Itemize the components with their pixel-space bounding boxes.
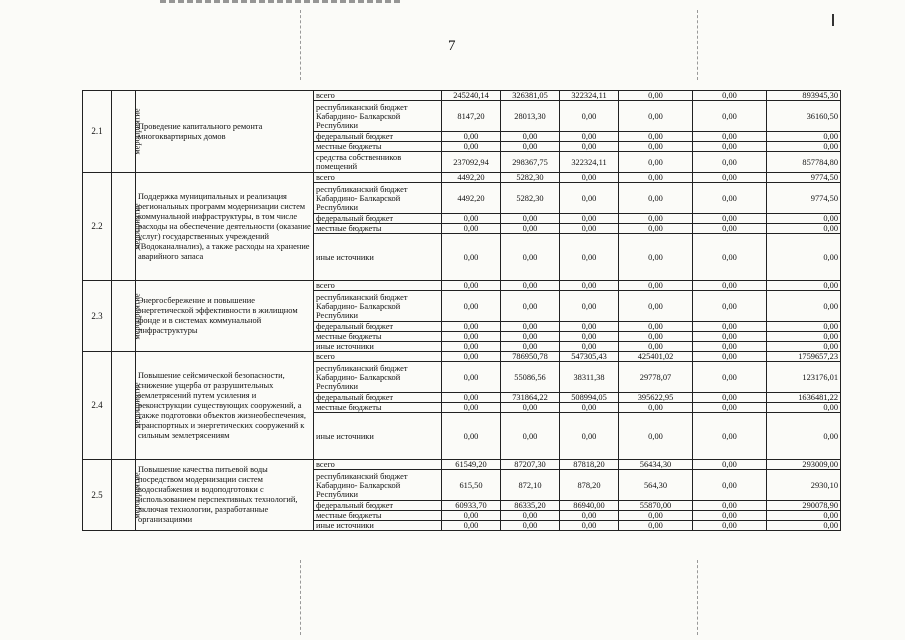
year-value: 0,00 bbox=[442, 403, 501, 413]
year-value: 86335,20 bbox=[501, 501, 560, 511]
year-value: 0,00 bbox=[693, 393, 767, 403]
year-value: 0,00 bbox=[560, 224, 619, 234]
year-value: 0,00 bbox=[693, 91, 767, 101]
year-value: 395622,95 bbox=[619, 393, 693, 403]
year-value: 786950,78 bbox=[501, 352, 560, 362]
item-description: Повышение качества питьевой воды посредством модернизации систем водоснабжения и водоподготовки с использованием перспективных технологий, включая технологии, разработанные организациями bbox=[136, 460, 314, 531]
funding-source: всего bbox=[314, 173, 442, 183]
year-value: 0,00 bbox=[442, 511, 501, 521]
year-value: 4492,20 bbox=[442, 183, 501, 214]
funding-source: республиканский бюджет Кабардино- Балкарской Республики bbox=[314, 470, 442, 501]
funding-source: республиканский бюджет Кабардино- Балкарской Республики bbox=[314, 362, 442, 393]
total-value: 293009,00 bbox=[767, 460, 841, 470]
year-value: 0,00 bbox=[619, 142, 693, 152]
funding-source: всего bbox=[314, 460, 442, 470]
year-value: 0,00 bbox=[501, 214, 560, 224]
item-kind-label: мероприятие bbox=[132, 203, 142, 250]
funding-source: местные бюджеты bbox=[314, 511, 442, 521]
year-value: 0,00 bbox=[442, 214, 501, 224]
year-value: 55086,56 bbox=[501, 362, 560, 393]
year-value: 0,00 bbox=[693, 501, 767, 511]
year-value: 0,00 bbox=[501, 342, 560, 352]
year-value: 0,00 bbox=[560, 511, 619, 521]
year-value: 61549,20 bbox=[442, 460, 501, 470]
funding-source: федеральный бюджет bbox=[314, 501, 442, 511]
funding-source: республиканский бюджет Кабардино- Балкарской Республики bbox=[314, 101, 442, 132]
year-value: 0,00 bbox=[619, 281, 693, 291]
year-value: 872,10 bbox=[501, 470, 560, 501]
year-value: 0,00 bbox=[560, 214, 619, 224]
total-value: 9774,50 bbox=[767, 173, 841, 183]
item-kind-cell bbox=[112, 91, 142, 173]
funding-source: иные источники bbox=[314, 342, 442, 352]
year-value: 0,00 bbox=[619, 521, 693, 531]
funding-source: иные источники bbox=[314, 234, 442, 281]
year-value: 0,00 bbox=[560, 322, 619, 332]
total-value: 0,00 bbox=[767, 214, 841, 224]
year-value: 0,00 bbox=[693, 322, 767, 332]
item-number: 2.5 bbox=[83, 460, 112, 531]
year-value: 508994,05 bbox=[560, 393, 619, 403]
year-value: 0,00 bbox=[501, 322, 560, 332]
item-kind-cell bbox=[112, 173, 142, 281]
year-value: 0,00 bbox=[619, 291, 693, 322]
total-value: 857784,80 bbox=[767, 152, 841, 173]
total-value: 2930,10 bbox=[767, 470, 841, 501]
item-kind-label: мероприятие bbox=[132, 108, 142, 155]
year-value: 0,00 bbox=[693, 362, 767, 393]
total-value: 0,00 bbox=[767, 511, 841, 521]
year-value: 0,00 bbox=[560, 342, 619, 352]
year-value: 0,00 bbox=[619, 183, 693, 214]
year-value: 60933,70 bbox=[442, 501, 501, 511]
year-value: 0,00 bbox=[693, 332, 767, 342]
year-value: 0,00 bbox=[442, 521, 501, 531]
year-value: 0,00 bbox=[693, 173, 767, 183]
year-value: 0,00 bbox=[560, 101, 619, 132]
year-value: 87818,20 bbox=[560, 460, 619, 470]
year-value: 0,00 bbox=[560, 403, 619, 413]
total-value: 0,00 bbox=[767, 342, 841, 352]
year-value: 0,00 bbox=[560, 183, 619, 214]
year-value: 0,00 bbox=[693, 413, 767, 460]
year-value: 0,00 bbox=[693, 352, 767, 362]
year-value: 0,00 bbox=[501, 413, 560, 460]
year-value: 0,00 bbox=[619, 413, 693, 460]
year-value: 0,00 bbox=[442, 132, 501, 142]
total-value: 0,00 bbox=[767, 234, 841, 281]
year-value: 322324,11 bbox=[560, 91, 619, 101]
year-value: 0,00 bbox=[442, 142, 501, 152]
year-value: 0,00 bbox=[693, 101, 767, 132]
year-value: 0,00 bbox=[693, 470, 767, 501]
year-value: 0,00 bbox=[560, 413, 619, 460]
funding-source: местные бюджеты bbox=[314, 403, 442, 413]
year-value: 0,00 bbox=[619, 132, 693, 142]
total-value: 0,00 bbox=[767, 291, 841, 322]
year-value: 55870,00 bbox=[619, 501, 693, 511]
scan-fold-line bbox=[697, 10, 698, 80]
year-value: 86940,00 bbox=[560, 501, 619, 511]
year-value: 0,00 bbox=[560, 234, 619, 281]
year-value: 0,00 bbox=[501, 291, 560, 322]
total-value: 123176,01 bbox=[767, 362, 841, 393]
item-number: 2.2 bbox=[83, 173, 112, 281]
year-value: 0,00 bbox=[442, 342, 501, 352]
year-value: 0,00 bbox=[619, 224, 693, 234]
total-value: 0,00 bbox=[767, 332, 841, 342]
scan-artifact-right bbox=[832, 14, 834, 26]
year-value: 0,00 bbox=[693, 511, 767, 521]
total-value: 9774,50 bbox=[767, 183, 841, 214]
funding-source: всего bbox=[314, 281, 442, 291]
year-value: 0,00 bbox=[619, 91, 693, 101]
table-body bbox=[83, 91, 841, 531]
year-value: 0,00 bbox=[693, 224, 767, 234]
item-kind-cell bbox=[112, 460, 142, 531]
year-value: 731864,22 bbox=[501, 393, 560, 403]
year-value: 237092,94 bbox=[442, 152, 501, 173]
scan-fold-line bbox=[300, 560, 301, 635]
year-value: 0,00 bbox=[442, 362, 501, 393]
year-value: 878,20 bbox=[560, 470, 619, 501]
year-value: 0,00 bbox=[560, 132, 619, 142]
year-value: 0,00 bbox=[693, 234, 767, 281]
scan-fold-line bbox=[697, 560, 698, 635]
year-value: 0,00 bbox=[442, 291, 501, 322]
total-value: 0,00 bbox=[767, 142, 841, 152]
table-row bbox=[83, 91, 841, 101]
year-value: 0,00 bbox=[693, 152, 767, 173]
year-value: 0,00 bbox=[693, 291, 767, 322]
funding-source: иные источники bbox=[314, 521, 442, 531]
item-description: Поддержка муниципальных и реализация региональных программ модернизации систем коммунальной инфраструктуры, в том числе расходы на обеспечение деятельности (оказание услуг) государственных учреждений (Водоканалнализ), а также расходы на хранение аварийного запаса bbox=[136, 173, 314, 281]
year-value: 0,00 bbox=[442, 281, 501, 291]
total-value: 0,00 bbox=[767, 403, 841, 413]
total-value: 36160,50 bbox=[767, 101, 841, 132]
year-value: 0,00 bbox=[693, 403, 767, 413]
year-value: 0,00 bbox=[501, 281, 560, 291]
total-value: 0,00 bbox=[767, 521, 841, 531]
total-value: 0,00 bbox=[767, 281, 841, 291]
funding-source: федеральный бюджет bbox=[314, 393, 442, 403]
year-value: 0,00 bbox=[501, 403, 560, 413]
year-value: 0,00 bbox=[560, 291, 619, 322]
item-number: 2.3 bbox=[83, 281, 112, 352]
year-value: 0,00 bbox=[501, 234, 560, 281]
year-value: 0,00 bbox=[501, 132, 560, 142]
year-value: 0,00 bbox=[501, 511, 560, 521]
year-value: 56434,30 bbox=[619, 460, 693, 470]
year-value: 0,00 bbox=[442, 393, 501, 403]
year-value: 0,00 bbox=[619, 173, 693, 183]
year-value: 0,00 bbox=[501, 142, 560, 152]
item-kind-label: мероприятие bbox=[132, 471, 142, 519]
funding-source: средства собственников помещений bbox=[314, 152, 442, 173]
scan-artifact-top bbox=[160, 0, 400, 3]
page-number: 7 bbox=[448, 38, 456, 54]
total-value: 0,00 bbox=[767, 322, 841, 332]
year-value: 5282,30 bbox=[501, 183, 560, 214]
year-value: 0,00 bbox=[560, 142, 619, 152]
funding-source: республиканский бюджет Кабардино- Балкарской Республики bbox=[314, 183, 442, 214]
year-value: 0,00 bbox=[442, 413, 501, 460]
funding-source: местные бюджеты bbox=[314, 332, 442, 342]
year-value: 564,30 bbox=[619, 470, 693, 501]
year-value: 0,00 bbox=[442, 352, 501, 362]
total-value: 0,00 bbox=[767, 132, 841, 142]
year-value: 0,00 bbox=[619, 403, 693, 413]
year-value: 0,00 bbox=[501, 224, 560, 234]
year-value: 0,00 bbox=[501, 332, 560, 342]
year-value: 5282,30 bbox=[501, 173, 560, 183]
year-value: 0,00 bbox=[693, 132, 767, 142]
year-value: 0,00 bbox=[442, 322, 501, 332]
total-value: 0,00 bbox=[767, 413, 841, 460]
scan-fold-line bbox=[300, 10, 301, 80]
funding-source: республиканский бюджет Кабардино- Балкарской Республики bbox=[314, 291, 442, 322]
year-value: 0,00 bbox=[560, 332, 619, 342]
year-value: 0,00 bbox=[442, 234, 501, 281]
year-value: 8147,20 bbox=[442, 101, 501, 132]
total-value: 1759657,23 bbox=[767, 352, 841, 362]
total-value: 1636481,22 bbox=[767, 393, 841, 403]
year-value: 0,00 bbox=[619, 332, 693, 342]
funding-source: федеральный бюджет bbox=[314, 214, 442, 224]
year-value: 87207,30 bbox=[501, 460, 560, 470]
year-value: 0,00 bbox=[560, 173, 619, 183]
item-description: Повышение сейсмической безопасности, снижение ущерба от разрушительных землетрясений путем усиления и реконструкции существующих сооружений, а также подготовки объектов жизнеобеспечения, транспортных и энергетических сооружений к сильным землетрясениям bbox=[136, 352, 314, 460]
year-value: 0,00 bbox=[693, 281, 767, 291]
funding-source: федеральный бюджет bbox=[314, 322, 442, 332]
year-value: 326381,05 bbox=[501, 91, 560, 101]
year-value: 615,50 bbox=[442, 470, 501, 501]
total-value: 0,00 bbox=[767, 224, 841, 234]
year-value: 29778,07 bbox=[619, 362, 693, 393]
year-value: 0,00 bbox=[619, 511, 693, 521]
year-value: 298367,75 bbox=[501, 152, 560, 173]
item-number: 2.4 bbox=[83, 352, 112, 460]
table-row bbox=[83, 173, 841, 183]
year-value: 425401,02 bbox=[619, 352, 693, 362]
item-kind-label: мероприятие bbox=[132, 292, 142, 340]
item-kind-cell bbox=[112, 352, 142, 460]
year-value: 0,00 bbox=[619, 322, 693, 332]
funding-table bbox=[82, 90, 841, 531]
year-value: 28013,30 bbox=[501, 101, 560, 132]
year-value: 0,00 bbox=[619, 214, 693, 224]
year-value: 0,00 bbox=[693, 342, 767, 352]
item-kind-cell bbox=[112, 281, 142, 352]
year-value: 322324,11 bbox=[560, 152, 619, 173]
total-value: 290078,90 bbox=[767, 501, 841, 511]
year-value: 0,00 bbox=[619, 101, 693, 132]
year-value: 0,00 bbox=[442, 224, 501, 234]
year-value: 0,00 bbox=[560, 521, 619, 531]
table-row bbox=[83, 460, 841, 470]
year-value: 0,00 bbox=[693, 214, 767, 224]
year-value: 547305,43 bbox=[560, 352, 619, 362]
total-value: 893945,30 bbox=[767, 91, 841, 101]
item-number: 2.1 bbox=[83, 91, 112, 173]
year-value: 245240,14 bbox=[442, 91, 501, 101]
table-row bbox=[83, 281, 841, 291]
funding-source: иные источники bbox=[314, 413, 442, 460]
year-value: 0,00 bbox=[693, 183, 767, 214]
item-description: Проведение капитального ремонта многоквартирных домов bbox=[136, 91, 314, 173]
table-row bbox=[83, 352, 841, 362]
year-value: 0,00 bbox=[693, 142, 767, 152]
year-value: 0,00 bbox=[619, 234, 693, 281]
funding-source: местные бюджеты bbox=[314, 224, 442, 234]
year-value: 0,00 bbox=[619, 342, 693, 352]
year-value: 0,00 bbox=[693, 521, 767, 531]
item-kind-label: мероприятие bbox=[132, 382, 142, 429]
year-value: 0,00 bbox=[560, 281, 619, 291]
year-value: 0,00 bbox=[619, 152, 693, 173]
year-value: 0,00 bbox=[693, 460, 767, 470]
funding-source: федеральный бюджет bbox=[314, 132, 442, 142]
item-description: Энергосбережение и повышение энергетической эффективности в жилищном фонде и в системах коммунальной инфраструктуры bbox=[136, 281, 314, 352]
year-value: 38311,38 bbox=[560, 362, 619, 393]
year-value: 4492,20 bbox=[442, 173, 501, 183]
year-value: 0,00 bbox=[501, 521, 560, 531]
funding-source: всего bbox=[314, 91, 442, 101]
funding-source: местные бюджеты bbox=[314, 142, 442, 152]
funding-source: всего bbox=[314, 352, 442, 362]
year-value: 0,00 bbox=[442, 332, 501, 342]
